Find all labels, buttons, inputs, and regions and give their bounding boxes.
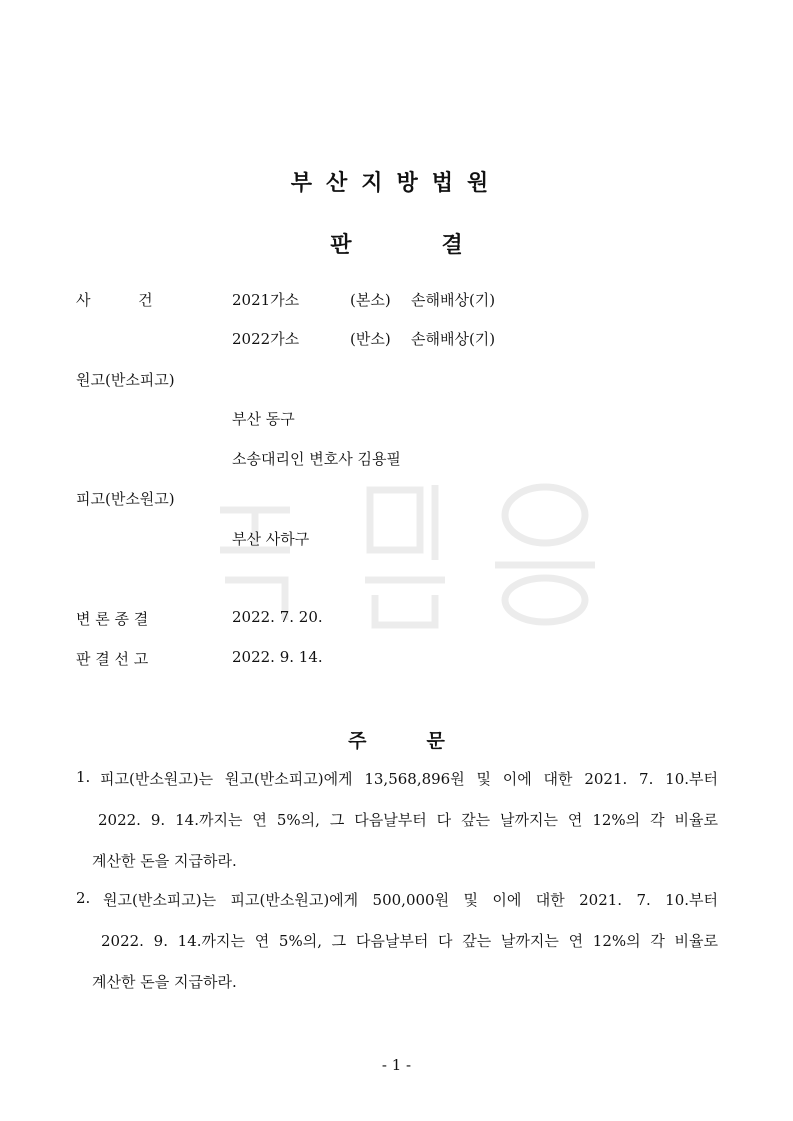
document-title [0, 228, 793, 259]
case-number: 2021가소 [232, 291, 300, 309]
order-item-line: 2022. 9. 14.까지는 연 5%의, 그 다음날부터 다 갚는 날까지는 연 12%의 각 비율로 [101, 932, 718, 950]
order-item-line: 2022. 9. 14.까지는 연 5%의, 그 다음날부터 다 갚는 날까지는 연 12%의 각 비율로 [98, 811, 718, 829]
defendant-address: 부산 사하구 [232, 530, 310, 548]
defendant-label: 피고(반소원고) [76, 490, 175, 508]
order-item-number: 2. [76, 889, 91, 907]
plaintiff-address: 부산 동구 [232, 410, 295, 428]
plaintiff-label: 원고(반소피고) [76, 371, 175, 389]
document-title-right: 결 [441, 233, 463, 258]
order-item-line: 피고(반소원고)는 원고(반소피고)에게 13,568,896원 및 이에 대한 2021. 7. 10.부터 [100, 770, 718, 788]
order-title-right: 문 [426, 730, 445, 752]
plaintiff-counsel: 소송대리인 변호사 김용필 [232, 450, 401, 468]
case-name: 손해배상(기) [411, 330, 496, 348]
case-number: 2022가소 [232, 330, 300, 348]
sentence-date-value: 2022. 9. 14. [232, 648, 323, 666]
order-item-number: 1. [76, 768, 91, 786]
sentence-date-label: 판 결 선 고 [76, 650, 149, 668]
order-item-line: 계산한 돈을 지급하라. [92, 973, 237, 991]
order-title-left: 주 [348, 730, 367, 752]
case-type-tag: (본소) [350, 291, 391, 309]
document-title-left: 판 [330, 233, 352, 258]
closing-date-value: 2022. 7. 20. [232, 608, 323, 626]
order-item-line: 원고(반소피고)는 피고(반소원고)에게 500,000원 및 이에 대한 2021. 7. 10.부터 [103, 891, 718, 909]
order-title [0, 726, 793, 753]
order-item-line: 계산한 돈을 지급하라. [92, 852, 237, 870]
closing-date-label: 변 론 종 결 [76, 610, 149, 628]
case-name: 손해배상(기) [411, 291, 496, 309]
case-type-tag: (반소) [350, 330, 391, 348]
court-name: 부산지방법원 [290, 171, 503, 196]
watermark [200, 470, 600, 630]
page-number: - 1 - [381, 1056, 412, 1074]
case-label: 사 건 [76, 291, 153, 309]
